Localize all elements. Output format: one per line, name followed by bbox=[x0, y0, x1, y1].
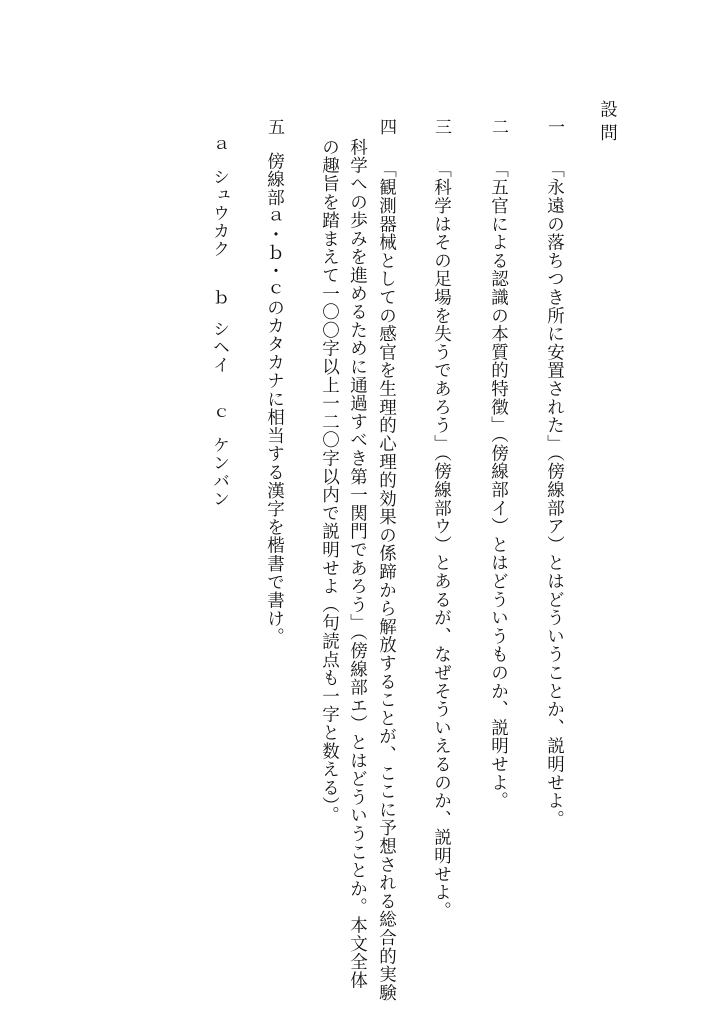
question-number: 四 bbox=[376, 118, 396, 135]
section-heading: 設問 bbox=[597, 100, 618, 147]
question-text: 「五官による認識の本質的特徴」（傍線部イ）とはどういうものか、説明せよ。 bbox=[488, 160, 509, 811]
question-text: 「永遠の落ちつき所に安置された」（傍線部ア）とはどういうことか、説明せよ。 bbox=[544, 160, 565, 829]
katakana-item-word: ケンバン bbox=[209, 436, 229, 508]
katakana-item-letter: ａ bbox=[209, 136, 229, 154]
question-text: 「科学はその足場を失うであろう」（傍線部ウ）とあるが、なぜそういえるのか、説明せよ。 bbox=[431, 160, 452, 920]
katakana-item-word: シヘイ bbox=[209, 320, 229, 374]
question-number: 三 bbox=[431, 118, 451, 135]
katakana-item-letter: ｃ bbox=[209, 404, 229, 422]
question-number: 二 bbox=[488, 118, 508, 135]
question-text: 科学への歩みを進めるために通過すべき第一関門であろう」（傍線部エ）とはどういうことか。本文全体 bbox=[347, 138, 368, 990]
question-text: 「観測器械としての感官を生理的心理的効果の係蹄から解放することが、ここに予想される総合的実験 bbox=[376, 160, 397, 1002]
question-number: 五 bbox=[264, 118, 284, 135]
katakana-item-word: シュウカク bbox=[209, 168, 229, 258]
question-text: の趣旨を踏まえて一〇〇字以上一二〇字以内で説明せよ（句読点も一字と数える）。 bbox=[319, 138, 340, 825]
question-text: 傍線部ａ・ｂ・ｃのカタカナに相当する漢字を楷書で書け。 bbox=[264, 152, 285, 647]
katakana-item-letter: ｂ bbox=[209, 288, 229, 306]
question-number: 一 bbox=[544, 118, 564, 135]
